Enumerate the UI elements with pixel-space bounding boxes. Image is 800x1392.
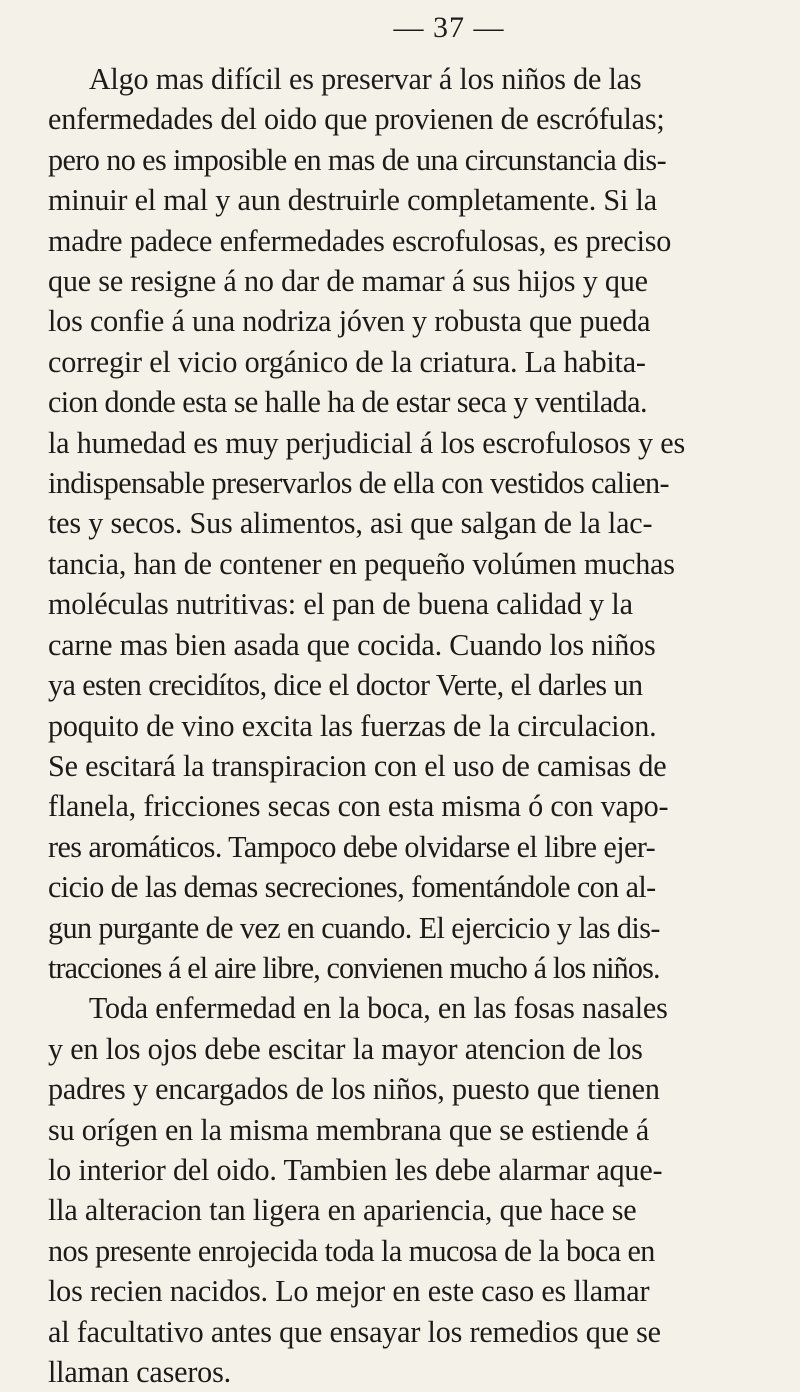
text-line: poquito de vino excita las fuerzas de la circulacion. [48,707,657,743]
text-line: los recien nacidos. Lo mejor en este caso es llamar [48,1273,650,1309]
text-line: indispensable preservarlos de ella con vestidos calien- [48,465,670,501]
text-line: madre padece enfermedades escrofulosas, es preciso [48,222,672,258]
text-line: moléculas nutritivas: el pan de buena calidad y la [48,586,633,622]
text-line: al facultativo antes que ensayar los remedios que se [48,1313,661,1349]
page-number: — 37 — [393,11,505,44]
text-line: tes y secos. Sus alimentos, asi que salgan de la lac- [48,505,653,541]
text-line: tracciones á el aire libre, convienen mucho á los niños. [48,949,660,985]
text-line: corregir el vicio orgánico de la criatura. La habita- [48,343,646,379]
text-line: ya esten crecidítos, dice el doctor Verte, el darles un [48,667,643,703]
text-line: nos presente enrojecida toda la mucosa de la boca en [48,1232,655,1268]
text-line: enfermedades del oido que provienen de escrófulas; [48,101,665,137]
text-line: gun purgante de vez en cuando. El ejercicio y las dis- [48,909,660,945]
text-line: flanela, fricciones secas con esta misma ó con vapo- [48,788,669,824]
text-line: res aromáticos. Tampoco debe olvidarse el libre ejer- [48,828,656,864]
text-line: que se resigne á no dar de mamar á sus hijos y que [48,263,648,299]
paragraph-mouth-nose-eye-diseases [48,988,780,1392]
text-line: minuir el mal y aun destruirle completamente. Si la [48,182,657,218]
text-line: Algo mas difícil es preservar á los niños de las [88,61,642,96]
text-line: pero no es imposible en mas de una circunstancia dis- [48,141,667,177]
text-line: lo interior del oido. Tambien les debe alarmar aque- [48,1151,663,1187]
text-line: cion donde esta se halle ha de estar seca y ventilada. [48,384,647,420]
text-line: tancia, han de contener en pequeño volúmen muchas [48,545,675,581]
text-line: lla alteracion tan ligera en apariencia, que hace se [48,1192,637,1228]
text-line: y en los ojos debe escitar la mayor atencion de los [48,1030,643,1066]
text-line: su orígen en la misma membrana que se estiende á [48,1111,650,1147]
text-line: la humedad es muy perjudicial á los escrofulosos y es [48,424,685,460]
text-line: cicio de las demas secreciones, fomentándole con al- [48,869,656,905]
text-line: carne mas bien asada que cocida. Cuando los niños [48,626,656,662]
text-line: Toda enfermedad en la boca, en las fosas nasales [88,990,668,1026]
text-line: Se escitará la transpiracion con el uso de camisas de [48,747,667,783]
text-line: llaman caseros. [48,1354,231,1389]
text-line: los confie á una nodriza jóven y robusta que pueda [48,303,651,339]
paragraph-ear-disease-prevention [48,59,780,988]
text-line: padres y encargados de los niños, puesto que tienen [48,1071,660,1107]
